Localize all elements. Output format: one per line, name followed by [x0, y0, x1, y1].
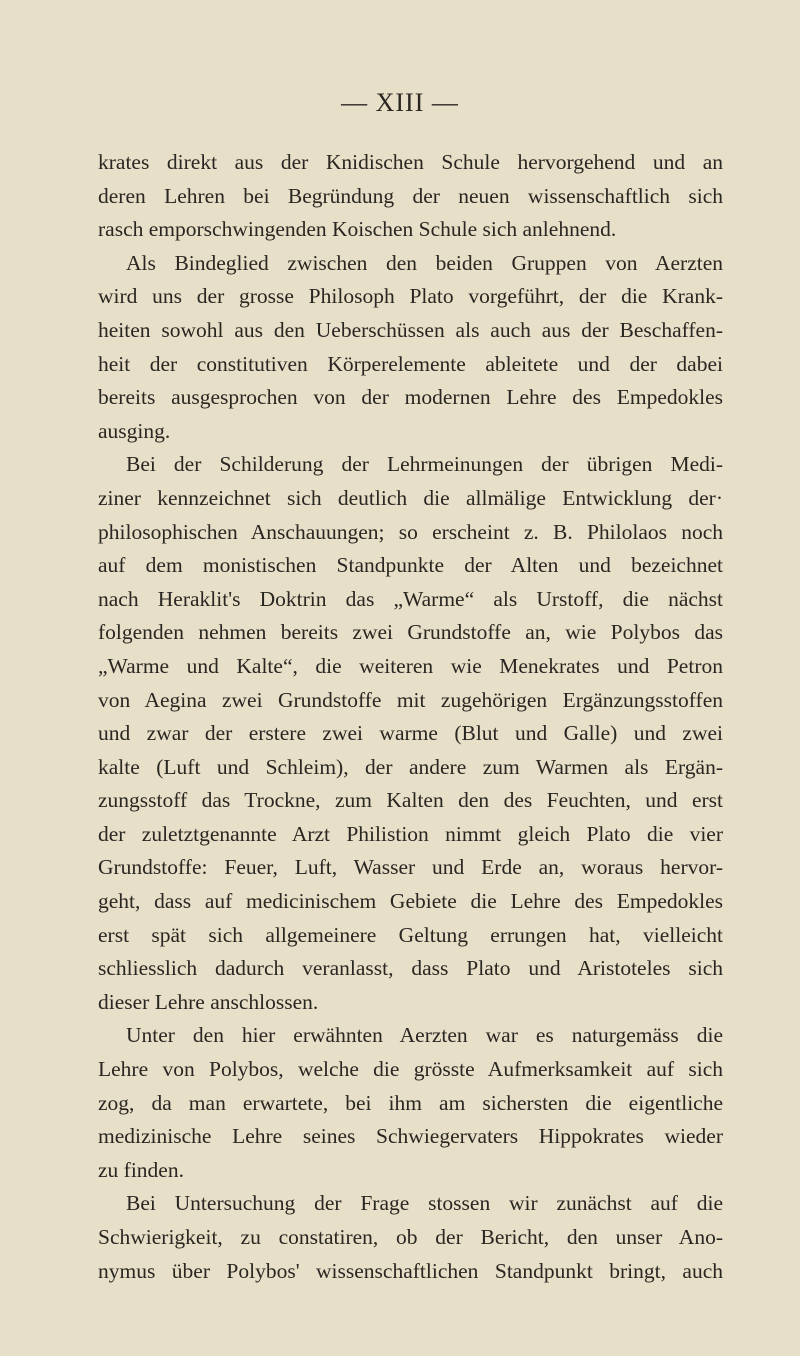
- text-line: deren Lehren bei Begründung der neuen wissenschaftlich sich: [98, 183, 723, 208]
- text-line: nymus über Polybos' wissenschaftlichen Standpunkt bringt, auch: [98, 1258, 723, 1283]
- text-line: heiten sowohl aus den Ueberschüssen als auch aus der Beschaffen-: [98, 317, 723, 342]
- text-line: ausging.: [98, 418, 171, 443]
- text-line: nach Heraklit's Doktrin das „Warme“ als Urstoff, die nächst: [98, 586, 723, 611]
- text-line: erst spät sich allgemeinere Geltung errungen hat, vielleicht: [98, 922, 723, 947]
- text-line: der zuletztgenannte Arzt Philistion nimmt gleich Plato die vier: [98, 821, 723, 846]
- text-line: Unter den hier erwähnten Aerzten war es naturgemäss die: [126, 1023, 723, 1048]
- text-line: heit der constitutiven Körperelemente ableitete und der dabei: [98, 351, 723, 376]
- text-line: dieser Lehre anschlossen.: [98, 989, 319, 1014]
- body-text: [98, 146, 723, 1288]
- text-line: kalte (Luft und Schleim), der andere zum Warmen als Ergän-: [98, 754, 723, 779]
- text-line: Bei Untersuchung der Frage stossen wir zunächst auf die: [126, 1191, 723, 1216]
- text-line: philosophischen Anschauungen; so erscheint z. B. Philolaos noch: [98, 519, 723, 544]
- text-line: und zwar der erstere zwei warme (Blut und Galle) und zwei: [98, 721, 723, 746]
- text-line: Als Bindeglied zwischen den beiden Gruppen von Aerzten: [126, 250, 723, 275]
- text-line: zungsstoff das Trockne, zum Kalten den des Feuchten, und erst: [98, 788, 723, 813]
- text-line: Grundstoffe: Feuer, Luft, Wasser und Erde an, woraus hervor-: [98, 855, 723, 880]
- text-line: geht, dass auf medicinischem Gebiete die Lehre des Empedokles: [98, 889, 723, 914]
- text-line: schliesslich dadurch veranlasst, dass Plato und Aristoteles sich: [98, 956, 723, 981]
- text-line: wird uns der grosse Philosoph Plato vorgeführt, der die Krank-: [98, 284, 723, 309]
- text-line: von Aegina zwei Grundstoffe mit zugehörigen Ergänzungsstoffen: [98, 687, 723, 712]
- text-line: medizinische Lehre seines Schwiegervaters Hippokrates wieder: [98, 1124, 723, 1149]
- text-line: Bei der Schilderung der Lehrmeinungen der übrigen Medi-: [126, 452, 723, 477]
- page-number: — XIII —: [341, 88, 459, 117]
- text-line: auf dem monistischen Standpunkte der Alten und bezeichnet: [98, 553, 723, 578]
- text-line: bereits ausgesprochen von der modernen Lehre des Empedokles: [98, 385, 723, 410]
- text-line: ziner kennzeichnet sich deutlich die allmälige Entwicklung der·: [98, 485, 723, 510]
- text-line: zu finden.: [98, 1157, 184, 1182]
- text-line: folgenden nehmen bereits zwei Grundstoffe an, wie Polybos das: [98, 620, 723, 645]
- text-line: „Warme und Kalte“, die weiteren wie Menekrates und Petron: [98, 653, 723, 678]
- text-line: krates direkt aus der Knidischen Schule hervorgehend und an: [98, 150, 723, 174]
- text-line: rasch emporschwingenden Koischen Schule sich anlehnend.: [98, 217, 617, 242]
- text-line: Lehre von Polybos, welche die grösste Aufmerksamkeit auf sich: [98, 1057, 723, 1082]
- text-line: Schwierigkeit, zu constatiren, ob der Bericht, den unser Ano-: [98, 1225, 723, 1249]
- text-line: zog, da man erwartete, bei ihm am sichersten die eigentliche: [98, 1090, 723, 1115]
